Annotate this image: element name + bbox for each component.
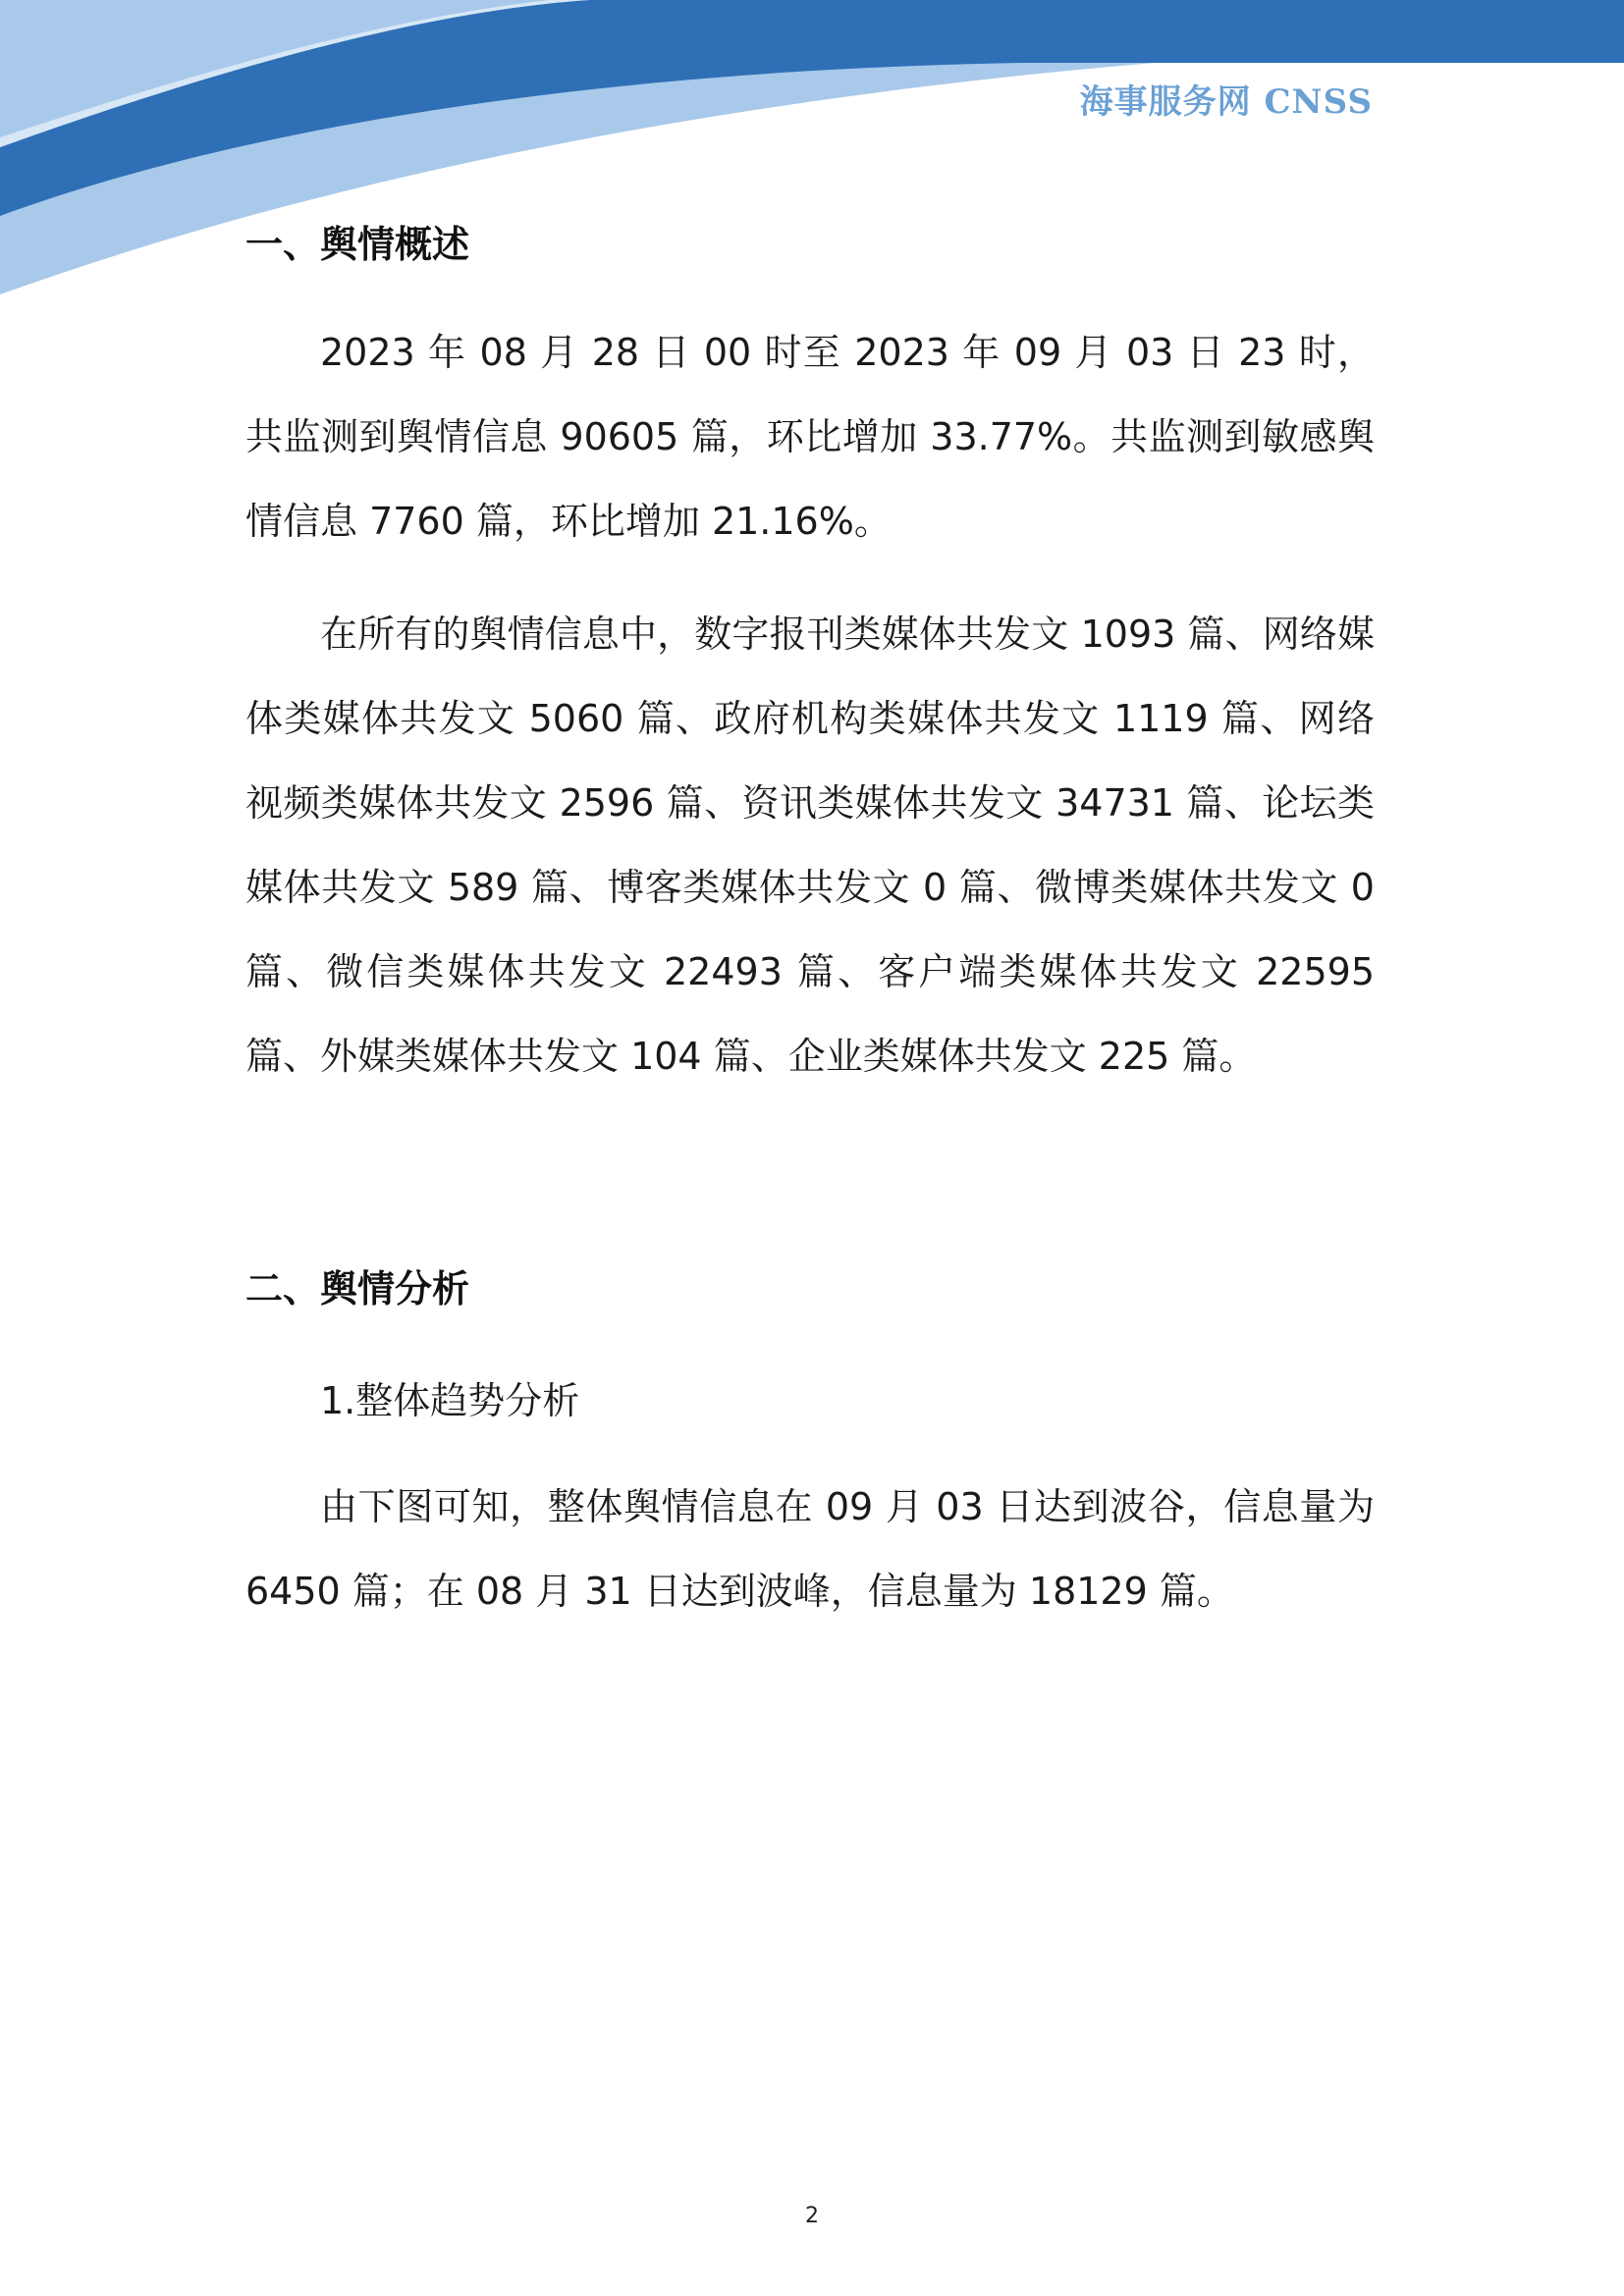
header-swoosh-decoration	[0, 0, 1624, 314]
section-heading-analysis: 二、舆情分析	[245, 1267, 470, 1310]
overview-paragraph-summary: 2023 年 08 月 28 日 00 时至 2023 年 09 月 03 日 23 时，共监测到舆情信息 90605 篇，环比增加 33.77%。共监测到敏感舆情信息 7760 篇，环比增加 21.16%。	[245, 331, 1375, 543]
section-heading-overview: 一、舆情概述	[245, 223, 470, 266]
analysis-paragraph-trend: 由下图可知，整体舆情信息在 09 月 03 日达到波谷，信息量为 6450 篇；在 08 月 31 日达到波峰，信息量为 18129 篇。	[245, 1485, 1375, 1613]
overview-paragraph-media-breakdown: 在所有的舆情信息中，数字报刊类媒体共发文 1093 篇、网络媒体类媒体共发文 5060 篇、政府机构类媒体共发文 1119 篇、网络视频类媒体共发文 2596 篇、资讯类媒体共发文 34731 篇、论坛类媒体共发文 589 篇、博客类媒体共发文 0 篇、微博类媒体共发文 0 篇、微信类媒体共发文 22493 篇、客户端类媒体共发文 22595 篇、外媒类媒体共发文 104 篇、企业类媒体共发文 225 篇。	[245, 613, 1375, 1078]
page-number: 2	[805, 2204, 819, 2228]
brand-label: 海事服务网 CNSS	[1079, 82, 1373, 122]
subheading-trend-analysis: 1.整体趋势分析	[320, 1379, 580, 1422]
